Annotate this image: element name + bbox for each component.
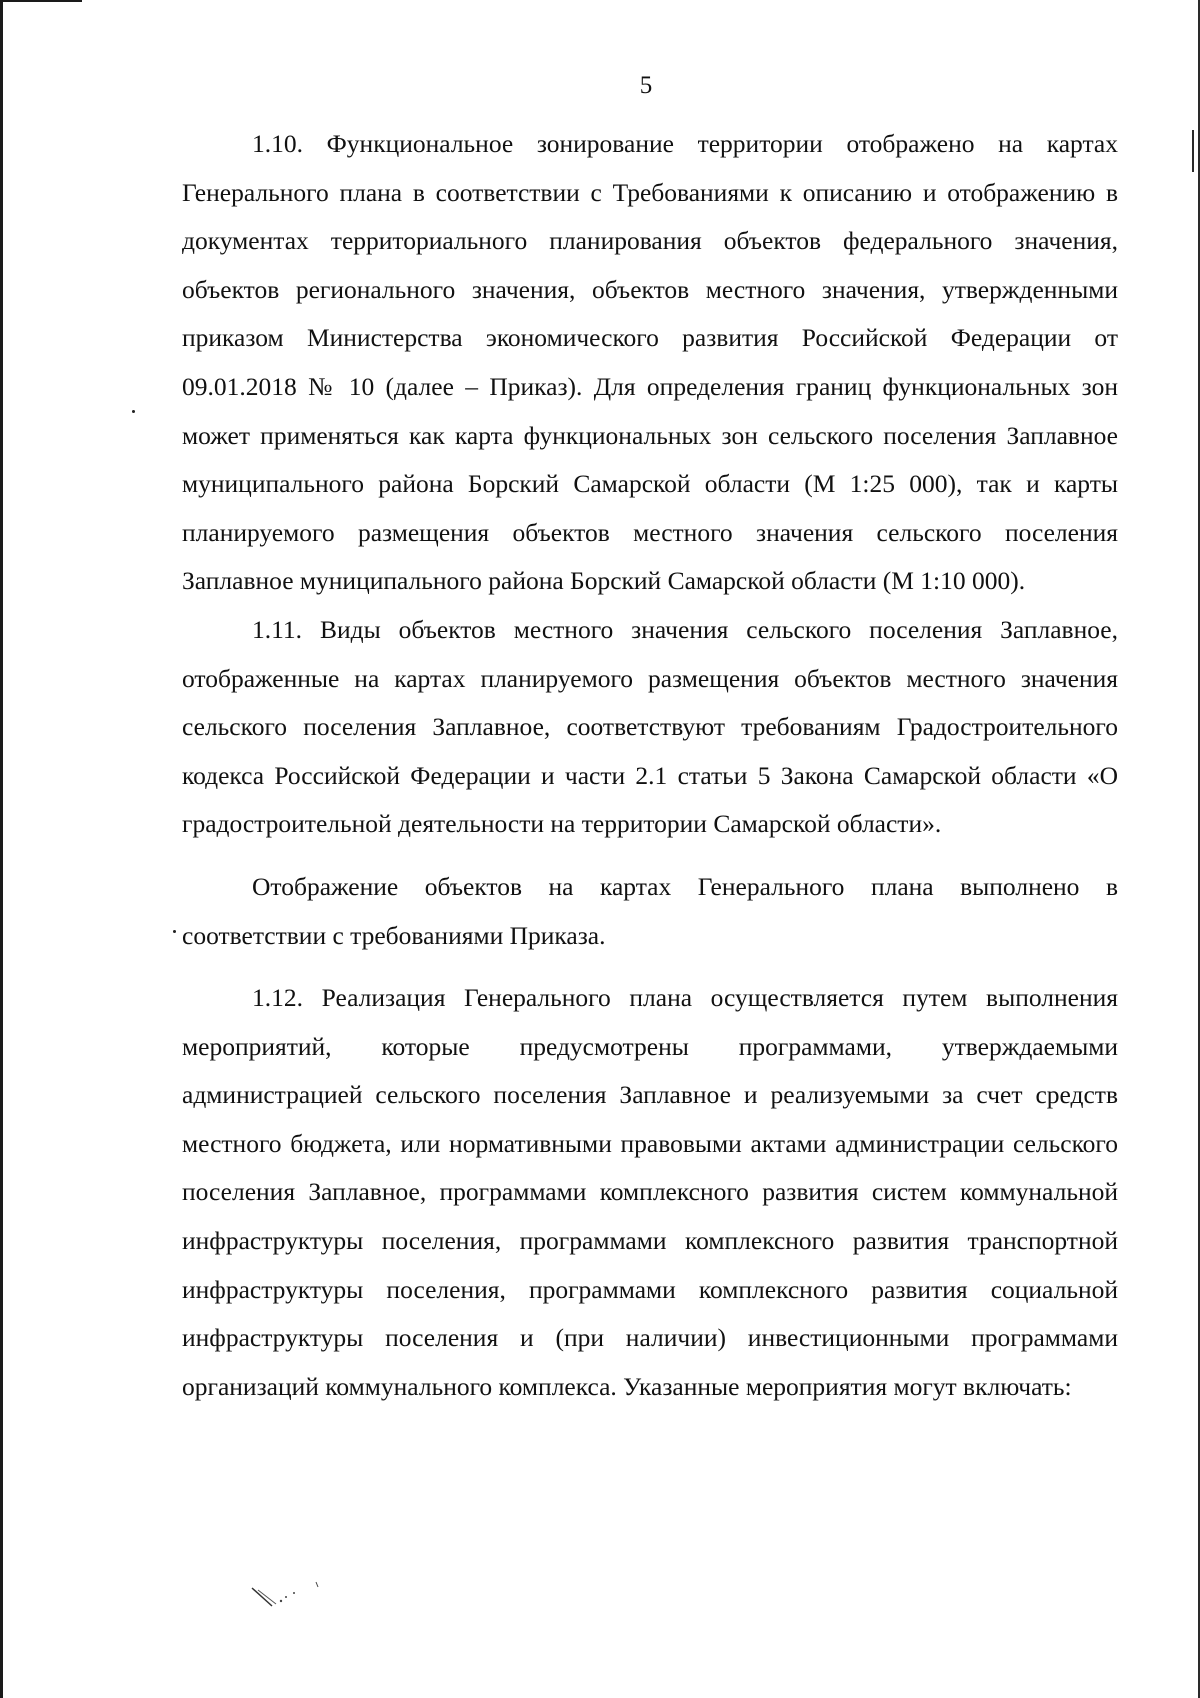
scan-mark	[1192, 130, 1194, 172]
scan-scratch-mark	[250, 1580, 340, 1620]
paragraph-1-11: 1.11. Виды объектов местного значения сельского поселения Заплавное, отображенные на картах планируемого размещения объектов местного значения сельского поселения Заплавное, соответствуют требованиям Градостроительного кодекса Российской Федерации и части 2.1 статьи 5 Закона Самарской области «О градостроительной деятельности на территории Самарской области».	[182, 614, 1118, 839]
page-number: 5	[639, 72, 653, 99]
scan-speck	[132, 410, 135, 413]
document-body	[182, 120, 1118, 1411]
scan-speck	[173, 930, 176, 933]
paragraph-1-10: 1.10. Функциональное зонирование территории отображено на картах Генерального плана в соответствии с Требованиями к описанию и отображению в документах территориального планирования объектов федерального значения, объектов регионального значения, объектов местного значения, утвержденными приказом Министерства экономического развития Российской Федерации от 09.01.2018 № 10 (далее – Приказ). Для определения границ функциональных зон может применяться как карта функциональных зон сельского поселения Заплавное муниципального района Борский Самарской области (М 1:25 000), так и карты планируемого размещения объектов местного значения сельского поселения Заплавное муниципального района Борский Самарской области (М 1:10 000).	[182, 129, 1118, 596]
paragraph-1-12: 1.12. Реализация Генерального плана осуществляется путем выполнения мероприятий, которые предусмотрены программами, утверждаемыми администрацией сельского поселения Заплавное и реализуемыми за счет средств местного бюджета, или нормативными правовыми актами администрации сельского поселения Заплавное, программами комплексного развития систем коммунальной инфраструктуры поселения, программами комплексного развития транспортной инфраструктуры поселения, программами комплексного развития социальной инфраструктуры поселения и (при наличии) инвестиционными программами организаций коммунального комплекса. Указанные мероприятия могут включать:	[182, 983, 1118, 1401]
scan-border-top	[0, 0, 82, 2]
paragraph-display-objects: Отображение объектов на картах Генерального плана выполнено в соответствии с требованиями Приказа.	[182, 871, 1118, 950]
scan-border-left	[0, 0, 3, 1698]
